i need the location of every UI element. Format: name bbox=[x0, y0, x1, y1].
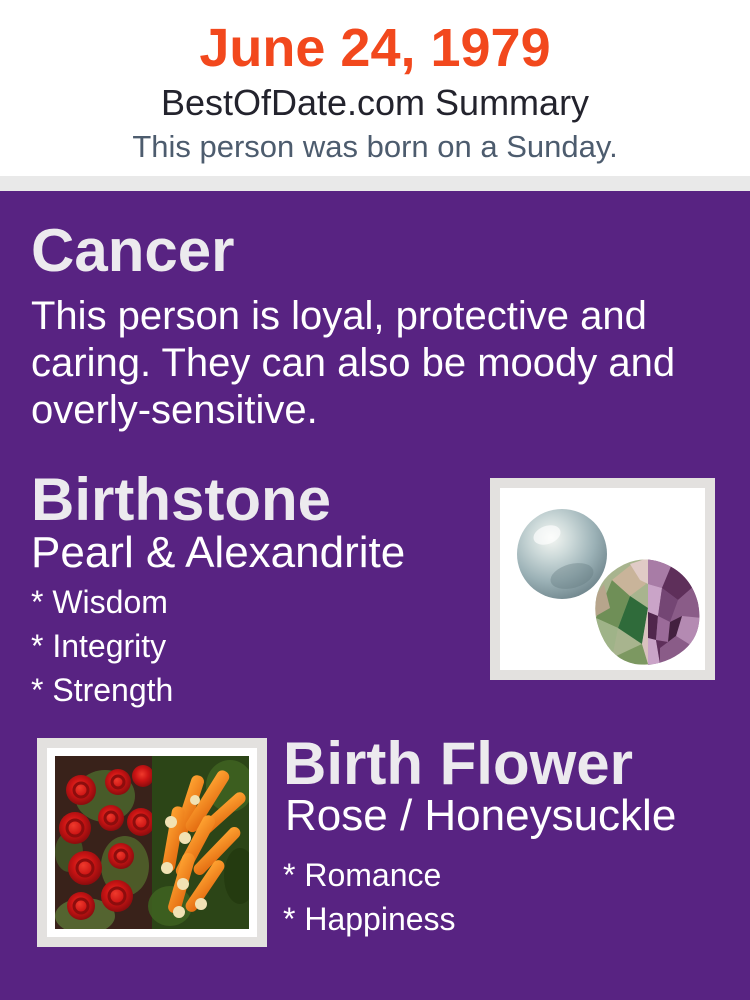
birth-flower-heading: Birth Flower bbox=[283, 730, 634, 797]
birthstone-traits bbox=[31, 580, 173, 712]
birthstone-names: Pearl & Alexandrite bbox=[31, 528, 406, 577]
birth-flower-names: Rose / Honeysuckle bbox=[285, 791, 677, 840]
rose-honeysuckle-photo bbox=[47, 748, 257, 937]
header bbox=[0, 0, 750, 176]
birth-flower-trait: * Romance bbox=[283, 857, 442, 893]
page-title-date: June 24, 1979 bbox=[199, 18, 551, 78]
zodiac-description: This person is loyal, protective and caring. They can also be moody and overly-sensitive. bbox=[31, 294, 676, 432]
birthstone-trait: * Wisdom bbox=[31, 584, 168, 620]
header-divider bbox=[0, 176, 750, 191]
site-summary-title: BestOfDate.com Summary bbox=[160, 81, 590, 123]
born-day-subtitle: This person was born on a Sunday. bbox=[132, 129, 618, 165]
rose-honeysuckle-image bbox=[37, 738, 267, 947]
pearl-alexandrite-image bbox=[490, 478, 715, 680]
birthstone-trait: * Strength bbox=[31, 672, 174, 708]
birthstone-trait: * Integrity bbox=[31, 628, 167, 664]
main-panel bbox=[0, 191, 750, 1000]
birth-flower-trait: * Happiness bbox=[283, 901, 456, 937]
birthstone-heading: Birthstone bbox=[31, 466, 331, 533]
zodiac-sign-heading: Cancer bbox=[31, 217, 235, 284]
pearl-alexandrite-photo bbox=[500, 488, 705, 670]
birth-flower-traits bbox=[283, 853, 456, 941]
